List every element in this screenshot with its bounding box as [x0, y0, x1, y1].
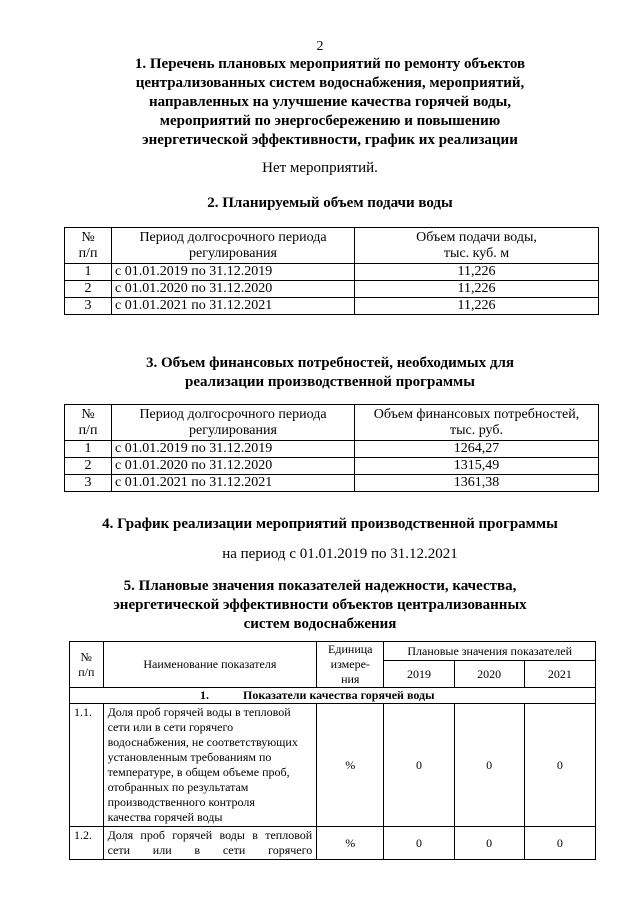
header-line: тыс. руб.: [450, 422, 503, 438]
section4-title: 4. График реализации мероприятий производственной программы: [102, 516, 558, 532]
col-2019-header: 2019: [384, 661, 454, 688]
cell-period: с 01.01.2021 по 31.12.2021: [112, 298, 355, 315]
header-line: Период долгосрочного периода: [139, 229, 327, 245]
group-title-cell: [70, 688, 596, 704]
cell-num: 3: [65, 475, 112, 492]
cell-2020: 0: [454, 704, 524, 827]
cell-num: 1.1.: [70, 704, 104, 827]
col-name-header: Наименование показателя: [103, 642, 317, 688]
section4-body: на период с 01.01.2019 по 31.12.2021: [222, 546, 458, 562]
group-title: Показатели качества горячей воды: [243, 688, 435, 702]
section3-title-line: 3. Объем финансовых потребностей, необходимых для: [145, 355, 515, 371]
group-row: [70, 688, 596, 704]
name-line: Доля проб горячей воды в тепловой: [107, 705, 291, 719]
cell-value: 1315,49: [355, 458, 599, 475]
table-row: [65, 458, 599, 475]
name-line: производственного контроля: [107, 795, 255, 809]
col-period-header: [112, 405, 355, 441]
cell-2021: 0: [524, 704, 595, 827]
col-2021-header: 2021: [524, 661, 595, 688]
section1-body: Нет мероприятий.: [262, 160, 378, 176]
name-line: Доля проб горячей воды в тепловой: [107, 828, 313, 842]
cell-period: с 01.01.2019 по 31.12.2019: [112, 264, 355, 281]
header-line: ния: [341, 672, 360, 686]
indicators-table: [69, 641, 596, 860]
header-line: п/п: [78, 422, 98, 438]
financial-needs-table: [64, 404, 599, 492]
col-num-header: [65, 405, 112, 441]
col-2020-header: 2020: [454, 661, 524, 688]
section1-title: [70, 55, 590, 150]
table-row: [70, 704, 596, 827]
header-line: №: [80, 649, 92, 664]
section1-title-line: направленных на улучшение качества горячей воды,: [148, 94, 512, 110]
col-num-header: [70, 642, 104, 688]
header-line: п/п: [78, 664, 95, 679]
header-line: п/п: [78, 245, 98, 261]
cell-2020: 0: [454, 827, 524, 860]
name-line: водоснабжения, не соответствующих: [107, 735, 298, 749]
cell-2019: 0: [384, 827, 454, 860]
cell-unit: %: [317, 827, 384, 860]
header-line: Объем финансовых потребностей,: [373, 406, 580, 422]
section5-title-line: энергетической эффективности объектов централизованных: [113, 597, 527, 613]
cell-period: с 01.01.2019 по 31.12.2019: [112, 441, 355, 458]
group-num: 1.: [200, 688, 209, 702]
name-line: температуре, в общем объеме проб,: [107, 765, 290, 779]
water-supply-table: [64, 227, 599, 315]
col-value-header: [355, 228, 599, 264]
header-line: Период долгосрочного периода: [139, 406, 327, 422]
section5-title-line: 5. Плановые значения показателей надежности, качества,: [123, 578, 517, 594]
cell-value: 11,226: [355, 298, 599, 315]
cell-num: 2: [65, 458, 112, 475]
table-row: [65, 298, 599, 315]
col-unit-header: [317, 642, 384, 688]
cell-num: 3: [65, 298, 112, 315]
cell-value: 1361,38: [355, 475, 599, 492]
table-row: [65, 441, 599, 458]
table-row: [65, 475, 599, 492]
cell-unit: %: [317, 704, 384, 827]
section1-title-line: централизованных систем водоснабжения, мероприятий,: [135, 75, 525, 91]
cell-period: с 01.01.2021 по 31.12.2021: [112, 475, 355, 492]
cell-value: 11,226: [355, 264, 599, 281]
section5-title: [40, 577, 600, 634]
section2-title: 2. Планируемый объем подачи воды: [207, 195, 453, 211]
col-value-header: [355, 405, 599, 441]
section3-title: [70, 354, 590, 392]
name-line: отобранных по результатам: [107, 780, 249, 794]
header-line: №: [81, 406, 95, 422]
name-line: установленным требованиям по: [107, 750, 272, 764]
header-line: №: [81, 229, 95, 245]
cell-2019: 0: [384, 704, 454, 827]
name-line: сети или в сети горячего: [107, 720, 234, 734]
section3-title-line: реализации производственной программы: [185, 374, 475, 390]
cell-period: с 01.01.2020 по 31.12.2020: [112, 281, 355, 298]
cell-name: [103, 827, 317, 860]
cell-value: 11,226: [355, 281, 599, 298]
cell-num: 1: [65, 264, 112, 281]
header-line: регулирования: [189, 422, 277, 438]
header-line: регулирования: [189, 245, 277, 261]
table-row: [70, 827, 596, 860]
table-row: [65, 264, 599, 281]
col-period-header: [112, 228, 355, 264]
section1-title-line: энергетической эффективности, график их реализации: [142, 132, 518, 148]
col-plan-header: Плановые значения показателей: [384, 642, 596, 661]
cell-num: 2: [65, 281, 112, 298]
header-line: тыс. куб. м: [443, 245, 510, 261]
cell-num: 1.2.: [70, 827, 104, 860]
cell-period: с 01.01.2020 по 31.12.2020: [112, 458, 355, 475]
col-num-header: [65, 228, 112, 264]
page-number: 2: [316, 39, 324, 54]
section1-title-line: 1. Перечень плановых мероприятий по ремонту объектов: [134, 56, 526, 72]
header-line: Единица: [328, 642, 373, 656]
section5-title-line: систем водоснабжения: [243, 616, 397, 632]
table-row: [65, 281, 599, 298]
section1-title-line: мероприятий по энергосбережению и повышению: [159, 113, 501, 129]
header-line: Объем подачи воды,: [416, 229, 537, 245]
cell-value: 1264,27: [355, 441, 599, 458]
name-line: сети или в сети горячего: [107, 843, 313, 857]
name-line: качества горячей воды: [107, 810, 223, 824]
cell-2021: 0: [524, 827, 595, 860]
cell-num: 1: [65, 441, 112, 458]
header-line: измере-: [330, 657, 370, 671]
cell-name: [103, 704, 317, 827]
